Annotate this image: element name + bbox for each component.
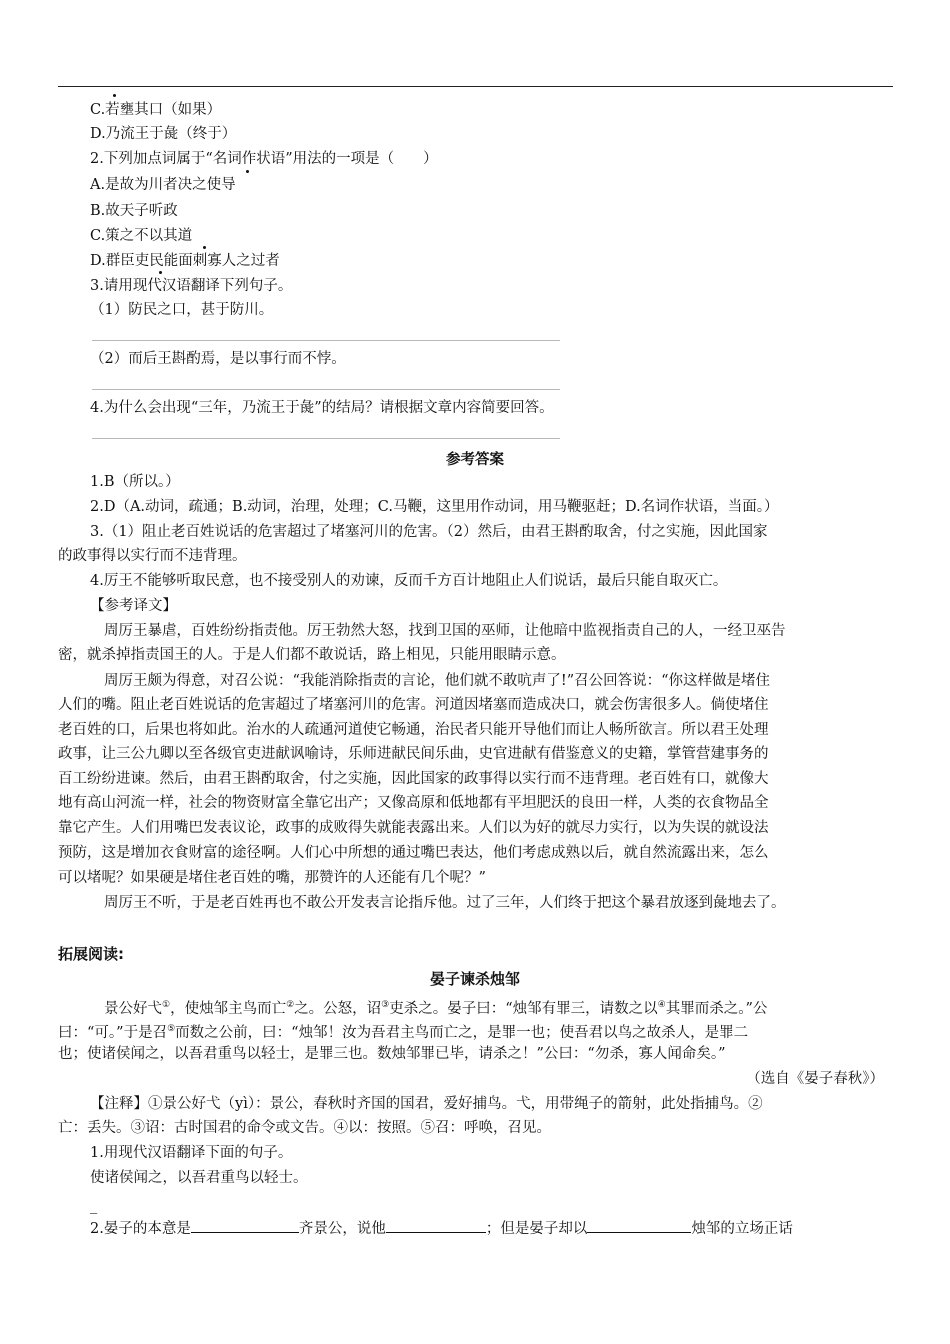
answer-line[interactable] bbox=[92, 438, 560, 439]
passage-line-1: 景公好弋①，使烛邹主鸟而亡②之。公怒，诏③吏杀之。晏子曰：“烛邹有罪三，请数之以④其罪而杀之。”公 bbox=[104, 1000, 768, 1017]
answer-1: 1.B（所以。） bbox=[90, 474, 180, 490]
translation-line: 周厉王不听，于是老百姓再也不敢公开发表言论指斥他。过了三年，人们终于把这个暴君放逐到彘地去了。 bbox=[104, 895, 786, 911]
translation-line: 周厉王颇为得意，对召公说：“我能消除指责的言论，他们就不敢吭声了!”召公回答说：“你这样做是堵住 bbox=[104, 673, 771, 689]
answers-title: 参考答案 bbox=[446, 452, 504, 468]
notes-line-1: 【注释】①景公好弋（yì）：景公，春秋时齐国的国君，爱好捕鸟。弋，用带绳子的箭射，此处指捕鸟。② bbox=[90, 1096, 763, 1112]
answer-4: 4.厉王不能够听取民意，也不接受别人的劝谏，反而千方百计地阻止人们说话，最后只能自取灭亡。 bbox=[90, 573, 728, 589]
passage-source: （选自《晏子春秋》） bbox=[746, 1071, 884, 1087]
fill-blank[interactable] bbox=[386, 1218, 486, 1233]
translation-line: 密，就杀掉指责国王的人。于是人们都不敢说话，路上相见，只能用眼睛示意。 bbox=[58, 647, 566, 663]
translation-line: 政事，让三公九卿以至各级官吏进献讽喻诗，乐师进献民间乐曲，史官进献有借鉴意义的史籍，掌管营建事务的 bbox=[58, 746, 769, 762]
emphasis-dot bbox=[159, 271, 162, 274]
translation-line: 周厉王暴虐，百姓纷纷指责他。厉王勃然大怒，找到卫国的巫师，让他暗中监视指责自己的人，一经卫巫告 bbox=[104, 623, 786, 639]
q2-option-d: D.群臣吏民能面刺寡人之过者 bbox=[90, 253, 280, 269]
answer-2: 2.D（A.动词，疏通；B.动词，治理，处理；C.马鞭，这里用作动词，用马鞭驱赶；D.名词作状语，当面。） bbox=[90, 499, 779, 515]
passage-line-2: 曰：“可。”于是召⑤而数之公前，曰：“烛邹！汝为吾君主鸟而亡之，是罪一也；使吾君以鸟之故杀人，是罪二 bbox=[58, 1024, 749, 1041]
extension-q1-stem: 1.用现代汉语翻译下面的句子。 bbox=[90, 1145, 293, 1161]
passage-line-3: 也；使诸侯闻之，以吾君重鸟以轻士，是罪三也。数烛邹罪已毕，请杀之！”公曰：“勿杀，寡人闻命矣。” bbox=[58, 1046, 726, 1062]
q3-sentence-1: （1）防民之口，甚于防川。 bbox=[90, 302, 274, 318]
q1-option-d: D.乃流王于彘（终于） bbox=[90, 126, 237, 142]
emphasis-dot bbox=[113, 94, 116, 97]
extension-q1-answer-mark[interactable]: _ bbox=[90, 1198, 98, 1214]
translation-line: 可以堵呢？如果硬是堵住老百姓的嘴，那赞许的人还能有几个呢？” bbox=[58, 870, 486, 886]
answer-3-line-1: 3.（1）阻止老百姓说话的危害超过了堵塞河川的危害。（2）然后，由君王斟酌取舍，付之实施，因此国家 bbox=[90, 524, 768, 540]
q3-sentence-2: （2）而后王斟酌焉，是以事行而不悖。 bbox=[90, 351, 346, 367]
q2-option-c: C.策之不以其道 bbox=[90, 228, 193, 244]
answer-3-line-2: 的政事得以实行而不违背理。 bbox=[58, 548, 247, 564]
emphasis-dot bbox=[203, 246, 206, 249]
extension-section-label: 拓展阅读: bbox=[58, 945, 124, 963]
header-rule bbox=[58, 86, 893, 87]
answer-line[interactable] bbox=[92, 389, 560, 390]
q4-stem: 4.为什么会出现“三年，乃流王于彘”的结局？请根据文章内容简要回答。 bbox=[90, 400, 554, 416]
q2-option-a: A.是故为川者决之使导 bbox=[90, 177, 236, 193]
extension-q2: 2.晏子的本意是 齐景公，说他 ；但是晏子却以 烛邹的立场正话 bbox=[90, 1218, 793, 1239]
extension-title: 晏子谏杀烛邹 bbox=[429, 970, 520, 988]
q1-option-c: C.若壅其口（如果） bbox=[90, 102, 222, 118]
translation-heading: 【参考译文】 bbox=[90, 598, 177, 614]
fill-blank[interactable] bbox=[587, 1218, 691, 1233]
fill-blank[interactable] bbox=[191, 1218, 299, 1233]
translation-line: 靠它产生。人们用嘴巴发表议论，政事的成败得失就能表露出来。人们以为好的就尽力实行，以为失误的就设法 bbox=[58, 820, 769, 836]
translation-line: 预防，这是增加衣食财富的途径啊。人们心中所想的通过嘴巴表达，他们考虑成熟以后，就自然流露出来，怎么 bbox=[58, 845, 769, 861]
notes-line-2: 亡：丢失。③诏：古时国君的命令或文告。④以：按照。⑤召：呼唤，召见。 bbox=[58, 1120, 551, 1136]
translation-line: 人们的嘴。阻止老百姓说话的危害超过了堵塞河川的危害。河道因堵塞而造成决口，就会伤害很多人。倘使堵住 bbox=[58, 697, 769, 713]
translation-line: 百工纷纷进谏。然后，由君王斟酌取舍，付之实施，因此国家的政事得以实行而不违背理。老百姓有口，就像大 bbox=[58, 771, 769, 787]
q2-option-b: B.故天子听政 bbox=[90, 203, 178, 219]
q2-stem: 2.下列加点词属于“名词作状语”用法的一项是（ ） bbox=[90, 151, 438, 167]
extension-q1-sentence: 使诸侯闻之，以吾君重鸟以轻士。 bbox=[90, 1170, 308, 1186]
q3-stem: 3.请用现代汉语翻译下列句子。 bbox=[90, 278, 293, 294]
emphasis-dot bbox=[246, 170, 249, 173]
answer-line[interactable] bbox=[92, 340, 560, 341]
translation-line: 老百姓的口，后果也将如此。治水的人疏通河道使它畅通，治民者只能开导他们而让人畅所欲言。所以君王处理 bbox=[58, 722, 769, 738]
translation-line: 地有高山河流一样，社会的物资财富全靠它出产；又像高原和低地都有平坦肥沃的良田一样，人类的衣食物品全 bbox=[58, 795, 769, 811]
